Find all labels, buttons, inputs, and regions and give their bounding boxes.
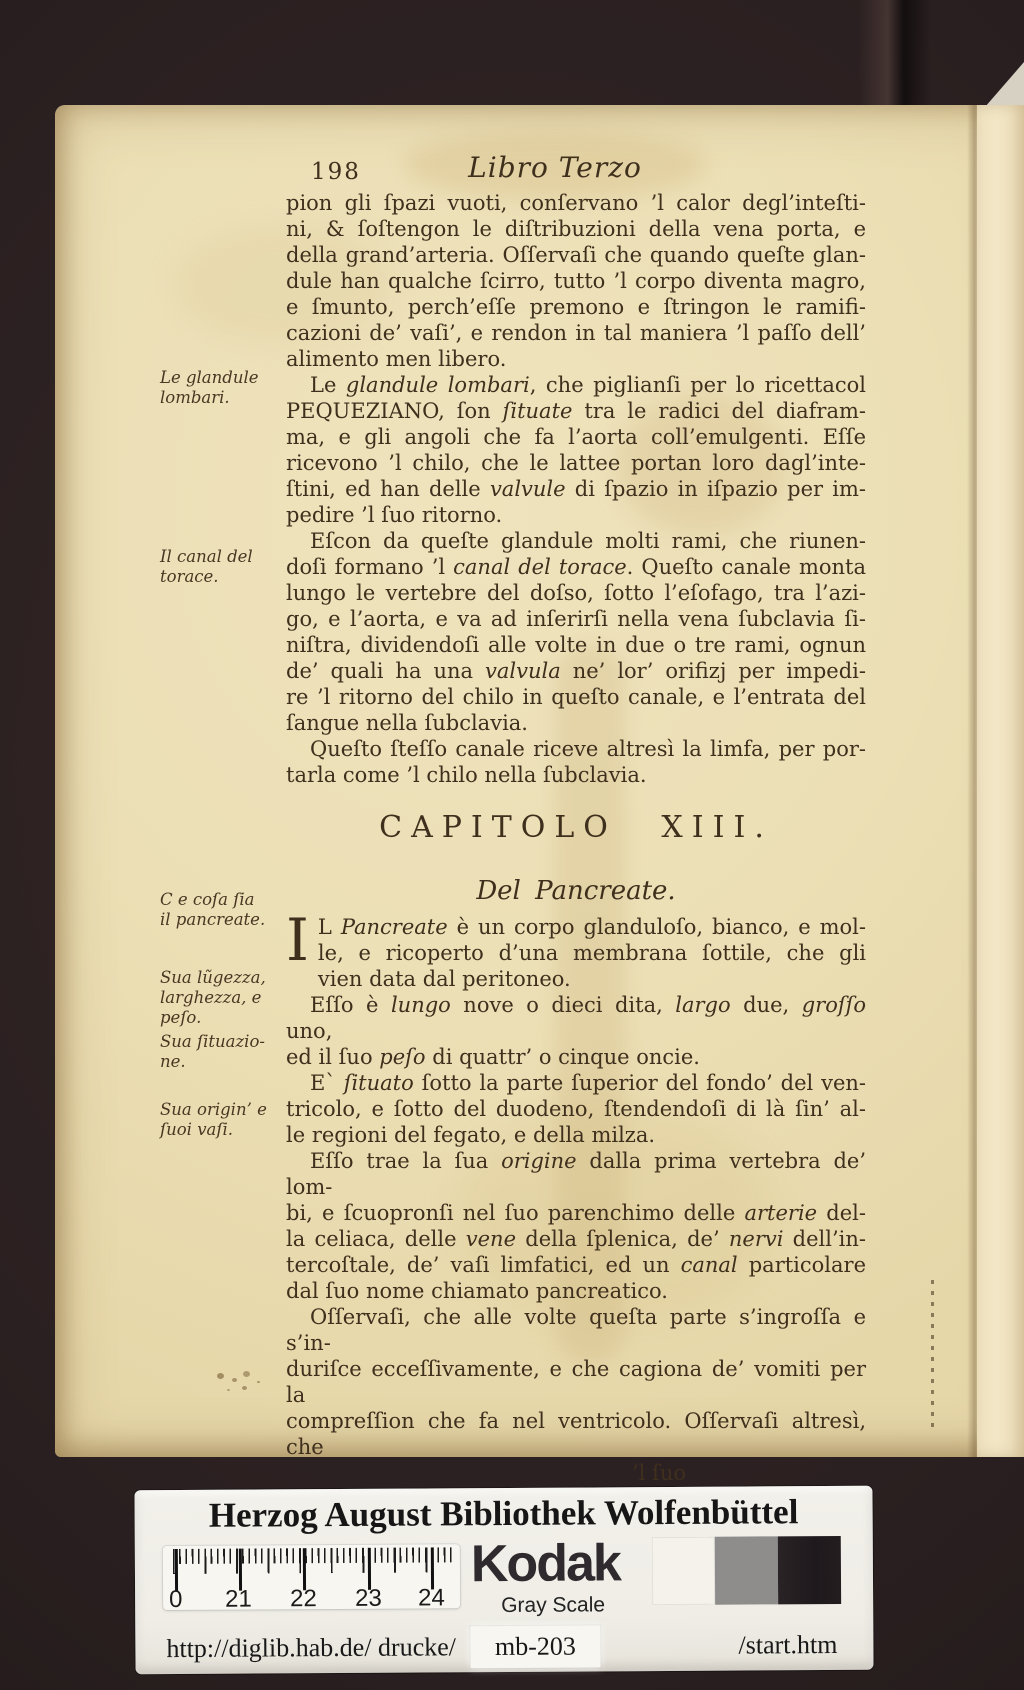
text-line: ed il ſuo peſo di quattr’ o cinque oncie. <box>286 1045 700 1069</box>
ruler <box>163 1544 460 1614</box>
text-line: ricevono ’l chilo, che le lattee portan loro dagl’inte- <box>286 451 866 475</box>
catchword: ’l ſuo <box>631 1461 686 1485</box>
paragraph <box>286 992 866 1070</box>
text-line: Queſto ſteſſo canale riceve altresì la limfa, per por- <box>310 737 866 761</box>
text-line: e ſmunto, perch’eſſe premono e ſtringon le ramifi- <box>286 295 866 319</box>
body-text <box>286 190 866 1486</box>
text-line: cazioni de’ vaſi’, e rendon in tal maniera ’l paſſo dell’ <box>286 321 866 345</box>
text-line: dal ſuo nome chiamato pancreatico. <box>286 1279 668 1303</box>
text-line: alimento men libero. <box>286 347 507 371</box>
url-prefix: http://diglib.hab.de/ drucke/ <box>166 1632 457 1664</box>
grayscale-label: Gray Scale <box>501 1593 606 1618</box>
text-line: dule han qualche ſcirro, tutto ’l corpo diventa magro, <box>286 269 866 293</box>
text-line: tricolo, e ſotto del duodeno, ſtendendoſi di là ſin’ al- <box>286 1097 866 1121</box>
margin-note: Sua ſituazio- ne. <box>160 1032 265 1071</box>
ruler-tick-label: 0 <box>169 1585 183 1614</box>
ruler-long-tick <box>431 1547 434 1589</box>
text-line: vien data dal peritoneo. <box>317 967 571 991</box>
margin-note: C e coſa ſia il pancreate. <box>160 890 266 929</box>
ink-stain <box>217 1373 224 1379</box>
text-line: Eſcon da queſte glandule molti rami, che riunen- <box>310 529 866 553</box>
text-line: le, e ricoperto d’una membrana ſottile, che gli <box>317 941 866 965</box>
text-line: tercoſtale, de’ vaſi limfatici, ed un canal particolare <box>286 1253 866 1277</box>
binding-crease <box>858 0 932 107</box>
paragraph <box>286 1304 866 1460</box>
text-line: go, e l’aorta, e va ad inſerirſi nella vena ſubclavia ſi- <box>286 607 866 631</box>
ruler-medium-ticks <box>173 1547 452 1574</box>
paragraph <box>286 736 866 788</box>
grayscale-patch-gray <box>715 1536 778 1604</box>
chapter-heading: CAPITOLO XIII. <box>379 810 773 845</box>
grayscale-patch-black <box>778 1536 841 1604</box>
paragraph <box>286 906 866 992</box>
text-line: pedire ’l ſuo ritorno. <box>286 503 503 527</box>
bleed-through-specks <box>931 1277 934 1427</box>
text-line: Eſſo è lungo nove o dieci dita, largo due, groſſo uno, <box>286 993 867 1043</box>
text-line: L Pancreate è un corpo glanduloſo, bianco, e mol- <box>317 915 866 939</box>
running-title: Libro Terzo <box>468 151 642 184</box>
text-line: le regioni del fegato, e della milza. <box>286 1123 656 1147</box>
margin-note: Sua origin’ e ſuoi vaſi. <box>160 1100 267 1139</box>
text-line: doſi formano ’l canal del torace. Queſto canale monta <box>286 555 866 579</box>
ruler-tick-label: 21 <box>225 1585 252 1613</box>
text-line: Le glandule lombari, che piglianſi per lo ricettacol <box>310 373 866 397</box>
text-line: duriſce ecceſſivamente, e che cagiona de’ vomiti per la <box>286 1357 866 1407</box>
page-number: 198 <box>311 159 361 185</box>
text-line: Oſſervaſi, che alle volte queſta parte s’ingroſſa e s’in- <box>286 1305 866 1355</box>
url-row <box>135 1624 873 1671</box>
text-line: la celiaca, delle vene della ſplenica, de’ nervi dell’in- <box>286 1227 866 1251</box>
text-line: Eſſo trae la ſua origine dalla prima vertebra de’ lom- <box>286 1149 866 1199</box>
ruler-long-tick <box>368 1548 371 1590</box>
text-line: re ’l ritorno del chilo in queſto canale, e l’entrata del <box>286 685 866 709</box>
facing-page-edge <box>977 105 1024 1457</box>
text-line: pion gli ſpazi vuoti, conſervano ’l calor degl’inteſti- <box>286 191 866 215</box>
paragraph <box>286 1070 866 1148</box>
shelfmark: mb-203 <box>470 1625 600 1668</box>
text-line: ſtini, ed han delle valvule di ſpazio in iſpazio per im- <box>286 477 867 501</box>
banner-title: Herzog August Bibliothek Wolfenbüttel <box>208 1492 799 1535</box>
text-line: niſtra, dividendoſi alle volte in due o tre rami, ognun <box>286 633 866 657</box>
paragraph <box>286 1148 866 1304</box>
text-line: de’ quali ha una valvula ne’ lor’ orifizj per impedi- <box>286 659 866 683</box>
ruler-tick-label: 23 <box>355 1584 382 1612</box>
grayscale-patches <box>652 1536 841 1605</box>
text-line: della grand’arteria. Oſſervaſi che quando queſte glan- <box>286 243 866 267</box>
kodak-logo: Kodak <box>470 1534 620 1594</box>
ruler-long-tick <box>175 1549 178 1591</box>
margin-note: Il canal del torace. <box>160 547 253 586</box>
text-line: compreſſion che fa nel ventricolo. Oſſervaſi altresì, che <box>286 1409 866 1459</box>
paragraph <box>286 190 866 372</box>
text-line: tarla come ’l chilo nella ſubclavia. <box>286 763 647 787</box>
text-line: ma, e gli angoli che fa l’aorta coll’emulgenti. Eſſe <box>286 425 866 449</box>
ruler-tick-label: 22 <box>290 1585 317 1613</box>
margin-note: Sua lũgezza, larghezza, e peſo. <box>160 968 266 1027</box>
chapter-subheading: Del Pancreate. <box>476 876 676 906</box>
book-page <box>55 105 1024 1485</box>
paragraph <box>286 372 866 528</box>
margin-note: Le glandule lombari. <box>160 368 259 407</box>
paragraph <box>286 528 866 736</box>
text-line: PEQUEZIANO, ſon ſituate tra le radici del diafram- <box>286 399 866 423</box>
ruler-long-tick <box>239 1549 242 1591</box>
ruler-tick-label: 24 <box>418 1584 445 1612</box>
ruler-long-tick <box>303 1548 306 1590</box>
library-banner <box>134 1486 873 1675</box>
grayscale-patch-white <box>652 1537 715 1605</box>
text-line: lungo le vertebre del doſso, ſotto l’eſofago, tra l’azi- <box>286 581 866 605</box>
text-line: bi, e ſcuopronſi nel ſuo parenchimo delle arterie del- <box>286 1201 866 1225</box>
text-line: ſangue nella ſubclavia. <box>286 711 528 735</box>
facing-page-corner <box>985 62 1024 107</box>
text-line: E` ſituato ſotto la parte ſuperior del fondo’ del ven- <box>310 1071 866 1095</box>
text-line: ni, & ſoſtengon le diſtribuzioni della vena porta, e <box>286 217 866 241</box>
drop-cap: I <box>286 906 309 974</box>
url-suffix: /start.htm <box>738 1629 838 1660</box>
